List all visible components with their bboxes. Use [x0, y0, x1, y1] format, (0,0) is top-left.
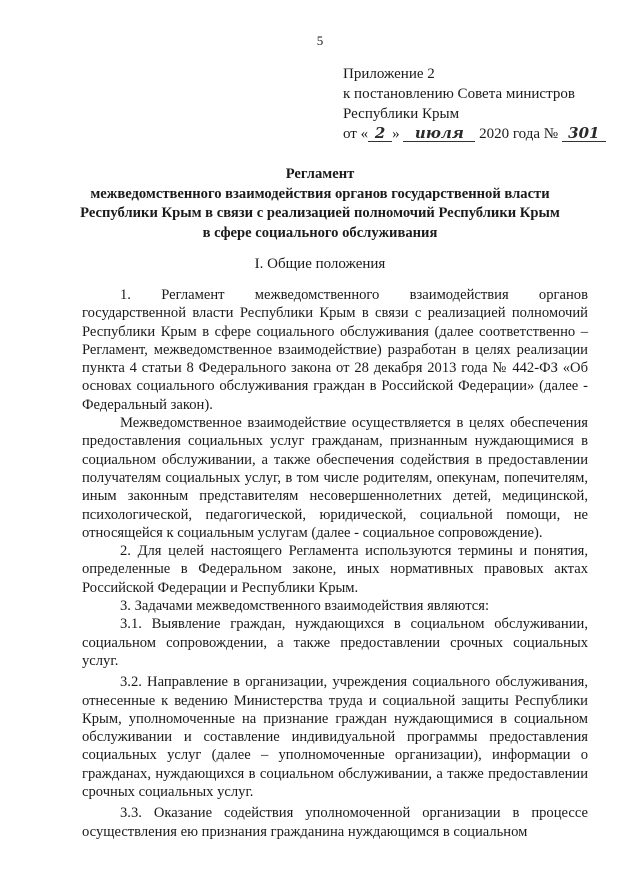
- paragraph-2: Межведомственное взаимодействие осуществляется в целях обеспечения предоставления социальных услуг гражданам, признанным нуждающимися в социальном обслуживании, а также обеспечения содействия в предоставлении получателям социальных услуг, в том числе родителям, опекунам, попечителям, иным законным представителям несовершеннолетних детей, медицинской, психологической, педагогической, юридической, социальной помощи, не относящейся к социальным услугам (далее - социальное сопровождение).: [82, 415, 588, 541]
- appendix-date-line: [343, 124, 603, 144]
- paragraph-5: 3.1. Выявление граждан, нуждающихся в социальном обслуживании, социальном сопровождении, а также предоставлении срочных социальных услуг.: [82, 616, 588, 669]
- page-number: 5: [316, 33, 324, 48]
- paragraph-1: 1. Регламент межведомственного взаимодействия органов государственной власти Республики Крым в связи с реализацией полномочий Республики Крым в сфере социального обслуживания (далее соответственно – Регламент, межведомственное взаимодействие) разработан в целях реализации пункта 4 статьи 8 Федерального закона от 28 декабря 2013 года № 442-ФЗ «Об основах социального обслуживания граждан в Российской Федерации» (далее - Федеральный закон).: [82, 287, 588, 413]
- document-title: [40, 165, 600, 243]
- section-heading: I. Общие положения: [254, 256, 386, 272]
- handwritten-day: 2: [368, 125, 392, 142]
- paragraph-6: 3.2. Направление в организации, учреждения социального обслуживания, отнесенные к ведению Министерства труда и социальной защиты Республики Крым, уполномоченные на признание граждан нуждающимися в социальном обслуживании и составление индивидуальной программы предоставления социальных услуг (далее – уполномоченные организации), информации о гражданах, нуждающихся в социальном обслуживании, а также предоставлении срочных социальных услуг.: [82, 674, 588, 801]
- paragraph-4: 3. Задачами межведомственного взаимодействия являются:: [120, 598, 489, 615]
- appendix-line-1: Приложение 2: [343, 66, 435, 82]
- title-line-2: межведомственного взаимодействия органов государственной власти: [90, 185, 550, 202]
- title-line-1: Регламент: [285, 166, 355, 182]
- date-year: 2020 года №: [479, 126, 559, 142]
- title-line-3: Республики Крым в связи с реализацией полномочий Республики Крым: [80, 205, 560, 221]
- appendix-line-3: Республики Крым: [343, 106, 460, 122]
- appendix-line-2: к постановлению Совета министров: [343, 86, 575, 102]
- date-mid: »: [392, 126, 400, 142]
- document-body: [82, 286, 588, 841]
- paragraph-7: 3.3. Оказание содействия уполномоченной организации в процессе осуществления ею признания гражданина нуждающимся в социальном: [82, 805, 588, 840]
- paragraph-3: 2. Для целей настоящего Регламента используются термины и понятия, определенные в Федеральном законе, иных нормативных правовых актах Российской Федерации и Республики Крым.: [82, 543, 588, 596]
- handwritten-number: 301: [562, 125, 606, 142]
- handwritten-month: июля: [403, 125, 475, 142]
- title-line-4: в сфере социального обслуживания: [202, 224, 438, 241]
- date-prefix: от «: [343, 126, 369, 142]
- appendix-header: [343, 64, 603, 144]
